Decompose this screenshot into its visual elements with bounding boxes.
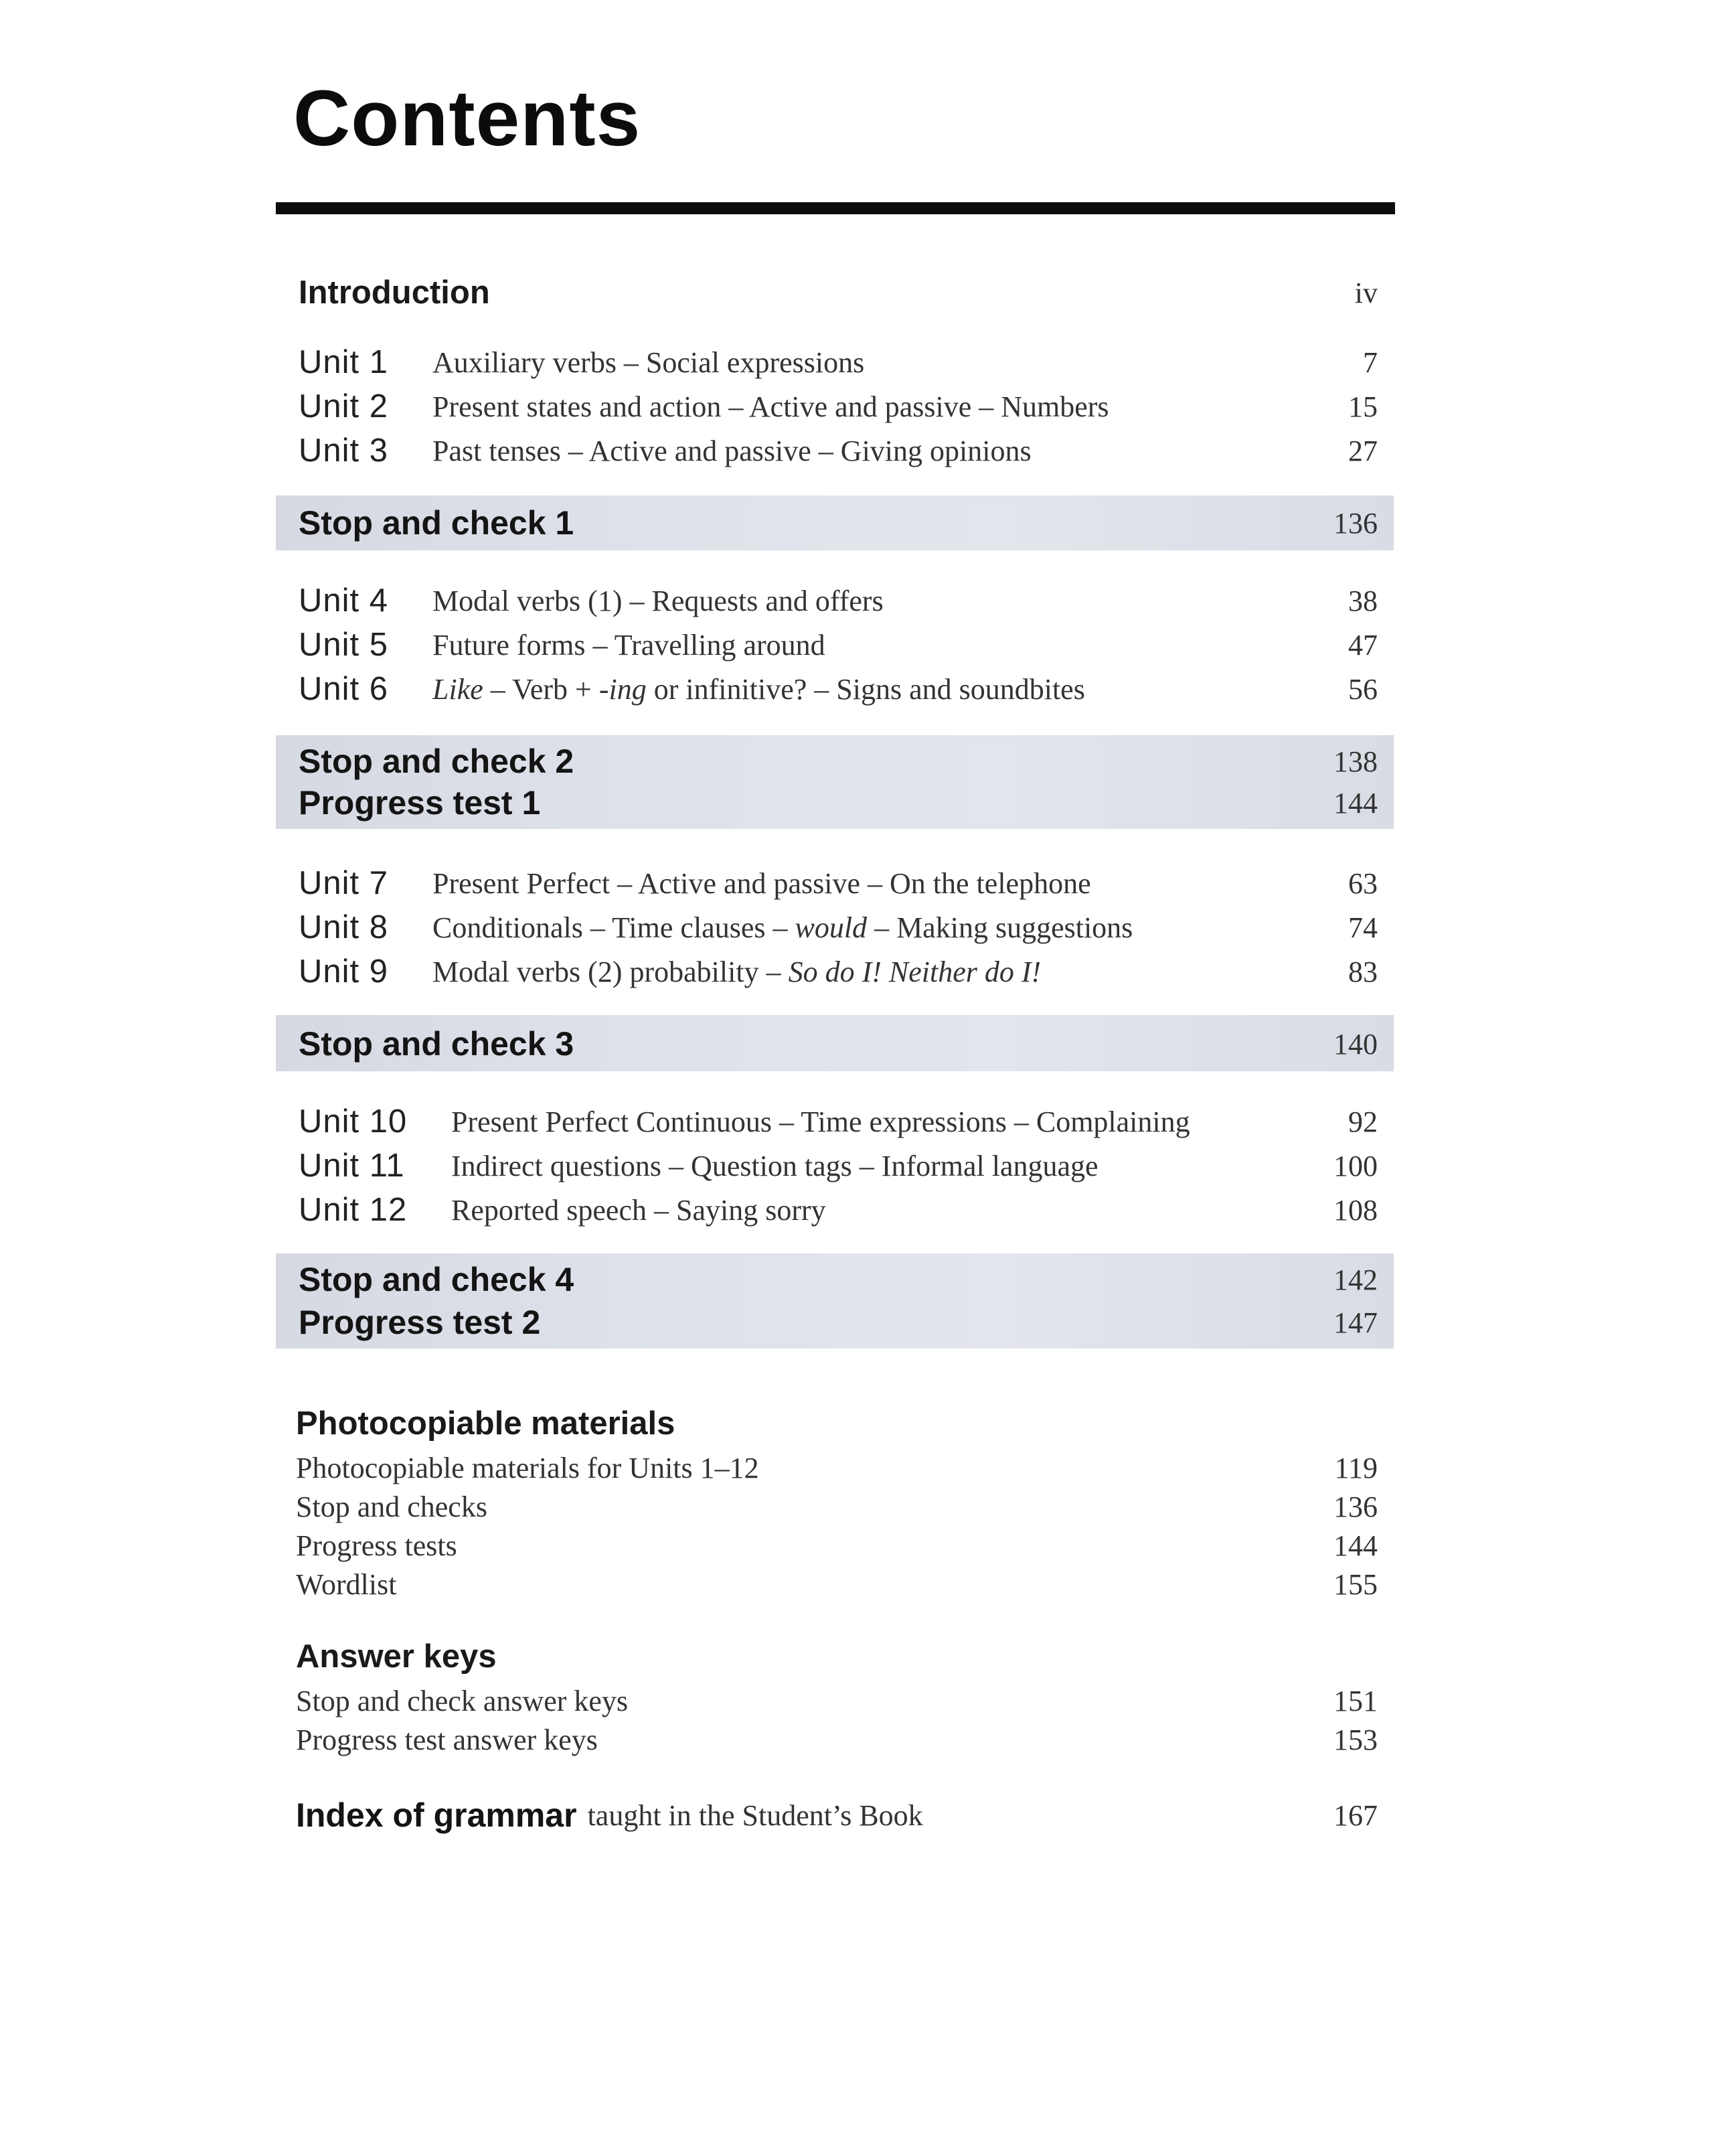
unit-label: Unit 8 (299, 909, 389, 945)
toc-entry-unit-8[interactable] (299, 905, 1378, 949)
unit-label: Unit 1 (299, 344, 389, 380)
unit-label: Unit 11 (299, 1148, 405, 1184)
unit-description: Past tenses – Active and passive – Giving opinions (432, 434, 1032, 467)
unit-label: Unit 10 (299, 1103, 408, 1140)
photocopiable-heading: Photocopiable materials (296, 1405, 675, 1442)
desc-part: Modal verbs (2) probability – (432, 955, 789, 988)
check-label: Stop and check 2 (299, 743, 574, 780)
unit-description: Reported speech – Saying sorry (451, 1193, 826, 1227)
page-number: 136 (1333, 1490, 1378, 1523)
check-label: Stop and check 4 (299, 1261, 574, 1298)
page-number: 140 (1333, 1027, 1378, 1061)
toc-entry-unit-1[interactable] (299, 340, 1378, 384)
index-description: taught in the Student’s Book (587, 1798, 923, 1832)
toc-entry-photocopiable[interactable] (296, 1527, 1378, 1564)
desc-part: would (795, 911, 868, 944)
unit-label: Unit 3 (299, 433, 389, 469)
page-number: 63 (1348, 866, 1378, 900)
toc-entry-unit-5[interactable] (299, 623, 1378, 667)
page-number: 7 (1363, 345, 1378, 379)
entry-text: Progress tests (296, 1529, 457, 1562)
toc-entry-photocopiable[interactable] (296, 1565, 1378, 1603)
page-number: 142 (1333, 1263, 1378, 1296)
index-label: Index of grammar (296, 1796, 577, 1834)
toc-entry-stop-and-check-2[interactable] (299, 741, 1378, 782)
page-number: 138 (1333, 745, 1378, 778)
page-number: 153 (1333, 1723, 1378, 1756)
unit-description: Present Perfect – Active and passive – On the telephone (432, 866, 1091, 900)
page-number: 136 (1333, 506, 1378, 540)
unit-description (432, 911, 1284, 945)
desc-part: Conditionals – Time clauses – (432, 911, 795, 944)
toc-entry-stop-and-check-3[interactable] (299, 1023, 1378, 1065)
introduction-label: Introduction (299, 275, 490, 311)
page-number: 108 (1333, 1193, 1378, 1227)
page-number: 144 (1333, 786, 1378, 820)
unit-description: Modal verbs (1) – Requests and offers (432, 584, 884, 617)
toc-entry-unit-11[interactable] (299, 1144, 1378, 1188)
toc-entry-stop-and-check-1[interactable] (299, 502, 1378, 544)
unit-description (432, 672, 1284, 706)
unit-label: Unit 5 (299, 627, 389, 663)
toc-entry-unit-4[interactable] (299, 579, 1378, 623)
page-number: 74 (1348, 911, 1378, 944)
desc-part: – Making suggestions (867, 911, 1133, 944)
toc-entry-unit-3[interactable] (299, 429, 1378, 473)
page-number: 83 (1348, 955, 1378, 988)
toc-entry-unit-2[interactable] (299, 384, 1378, 429)
unit-description: Present Perfect Continuous – Time expressions – Complaining (451, 1105, 1190, 1138)
entry-text: Progress test answer keys (296, 1723, 598, 1756)
unit-description: Indirect questions – Question tags – Informal language (451, 1149, 1098, 1182)
entry-text: Photocopiable materials for Units 1–12 (296, 1451, 759, 1484)
title-rule (276, 202, 1395, 214)
page-number: 100 (1333, 1149, 1378, 1182)
unit-description: Future forms – Travelling around (432, 628, 825, 662)
page-number: 167 (1333, 1798, 1378, 1832)
toc-entry-answer-key[interactable] (296, 1682, 1378, 1719)
toc-entry-answer-key[interactable] (296, 1721, 1378, 1758)
toc-entry-progress-test-1[interactable] (299, 782, 1378, 824)
unit-description: Auxiliary verbs – Social expressions (432, 345, 865, 379)
entry-text: Wordlist (296, 1567, 397, 1601)
desc-part: – Verb + (483, 672, 599, 706)
toc-entry-index-of-grammar[interactable] (296, 1793, 1378, 1837)
desc-part: -ing (598, 672, 647, 706)
page-number: 38 (1348, 584, 1378, 617)
check-label: Progress test 1 (299, 784, 541, 822)
check-label: Progress test 2 (299, 1304, 541, 1341)
page-number: 92 (1348, 1105, 1378, 1138)
page-number: 15 (1348, 390, 1378, 423)
unit-label: Unit 12 (299, 1192, 408, 1228)
page-number: iv (1354, 276, 1378, 309)
page-number: 144 (1333, 1529, 1378, 1562)
check-label: Stop and check 3 (299, 1025, 574, 1063)
unit-label: Unit 9 (299, 953, 389, 990)
toc-entry-stop-and-check-4[interactable] (299, 1259, 1378, 1300)
unit-description (432, 955, 1284, 989)
page-number: 147 (1333, 1306, 1378, 1339)
toc-entry-introduction[interactable] (299, 271, 1378, 315)
unit-description: Present states and action – Active and passive – Numbers (432, 390, 1109, 423)
answer-keys-heading: Answer keys (296, 1638, 497, 1675)
unit-label: Unit 4 (299, 583, 389, 619)
entry-text: Stop and checks (296, 1490, 487, 1523)
unit-label: Unit 2 (299, 388, 389, 425)
page-number: 151 (1333, 1684, 1378, 1717)
toc-entry-unit-10[interactable] (299, 1099, 1378, 1144)
desc-part: So do I! Neither do I! (788, 955, 1042, 988)
toc-entry-unit-12[interactable] (299, 1188, 1378, 1232)
toc-entry-photocopiable[interactable] (296, 1449, 1378, 1486)
check-label: Stop and check 1 (299, 504, 574, 542)
page-number: 119 (1334, 1451, 1378, 1484)
page-number: 155 (1333, 1567, 1378, 1601)
toc-entry-photocopiable[interactable] (296, 1488, 1378, 1525)
toc-entry-unit-7[interactable] (299, 861, 1378, 905)
page-number: 27 (1348, 434, 1378, 467)
desc-part: or infinitive? – Signs and soundbites (646, 672, 1085, 706)
toc-entry-unit-6[interactable] (299, 667, 1378, 711)
entry-text: Stop and check answer keys (296, 1684, 629, 1717)
desc-part: Like (432, 672, 483, 706)
toc-entry-progress-test-2[interactable] (299, 1302, 1378, 1343)
unit-label: Unit 6 (299, 671, 389, 707)
toc-entry-unit-9[interactable] (299, 949, 1378, 994)
page-title: Contents (293, 74, 641, 163)
page-number: 47 (1348, 628, 1378, 662)
page-number: 56 (1348, 672, 1378, 706)
unit-label: Unit 7 (299, 865, 389, 901)
